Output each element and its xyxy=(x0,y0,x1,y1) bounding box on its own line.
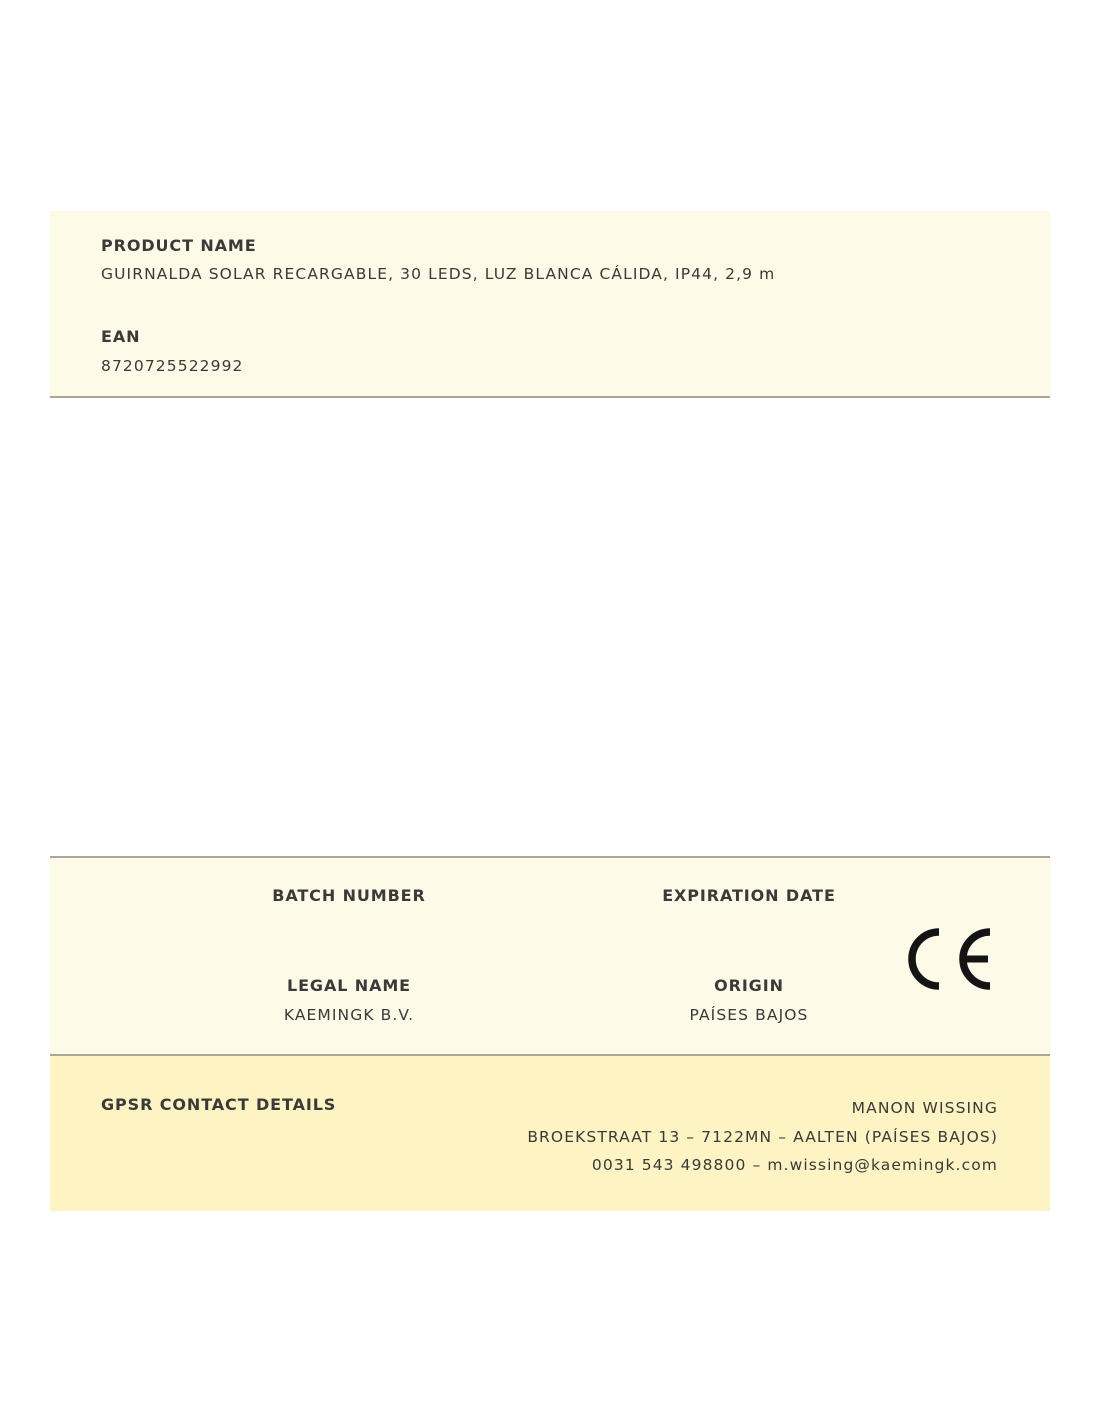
legal-name-label: LEGAL NAME xyxy=(286,976,412,995)
ce-mark-icon xyxy=(908,928,994,990)
batch-number-label: BATCH NUMBER xyxy=(272,886,426,905)
contact-details xyxy=(527,1094,998,1180)
contact-address: BROEKSTRAAT 13 – 7122MN – AALTEN (PAÍSES BAJOS) xyxy=(527,1127,998,1146)
contact-phone-email: 0031 543 498800 – m.wissing@kaemingk.com xyxy=(591,1156,998,1174)
product-name-label: PRODUCT NAME xyxy=(101,236,257,255)
product-info-panel xyxy=(50,856,1050,1056)
gpsr-contact-panel xyxy=(50,1056,1050,1211)
gpsr-contact-label: GPSR CONTACT DETAILS xyxy=(101,1095,337,1114)
expiration-date-label: EXPIRATION DATE xyxy=(662,886,836,905)
product-name-value: GUIRNALDA SOLAR RECARGABLE, 30 LEDS, LUZ BLANCA CÁLIDA, IP44, 2,9 m xyxy=(101,265,776,283)
origin-label: ORIGIN xyxy=(714,976,784,995)
ean-value: 8720725522992 xyxy=(101,357,244,375)
legal-name-value: KAEMINGK B.V. xyxy=(283,1006,415,1024)
origin-value: PAÍSES BAJOS xyxy=(689,1006,809,1024)
ean-label: EAN xyxy=(101,327,141,346)
product-panel xyxy=(50,211,1050,398)
contact-name: MANON WISSING xyxy=(851,1099,998,1117)
